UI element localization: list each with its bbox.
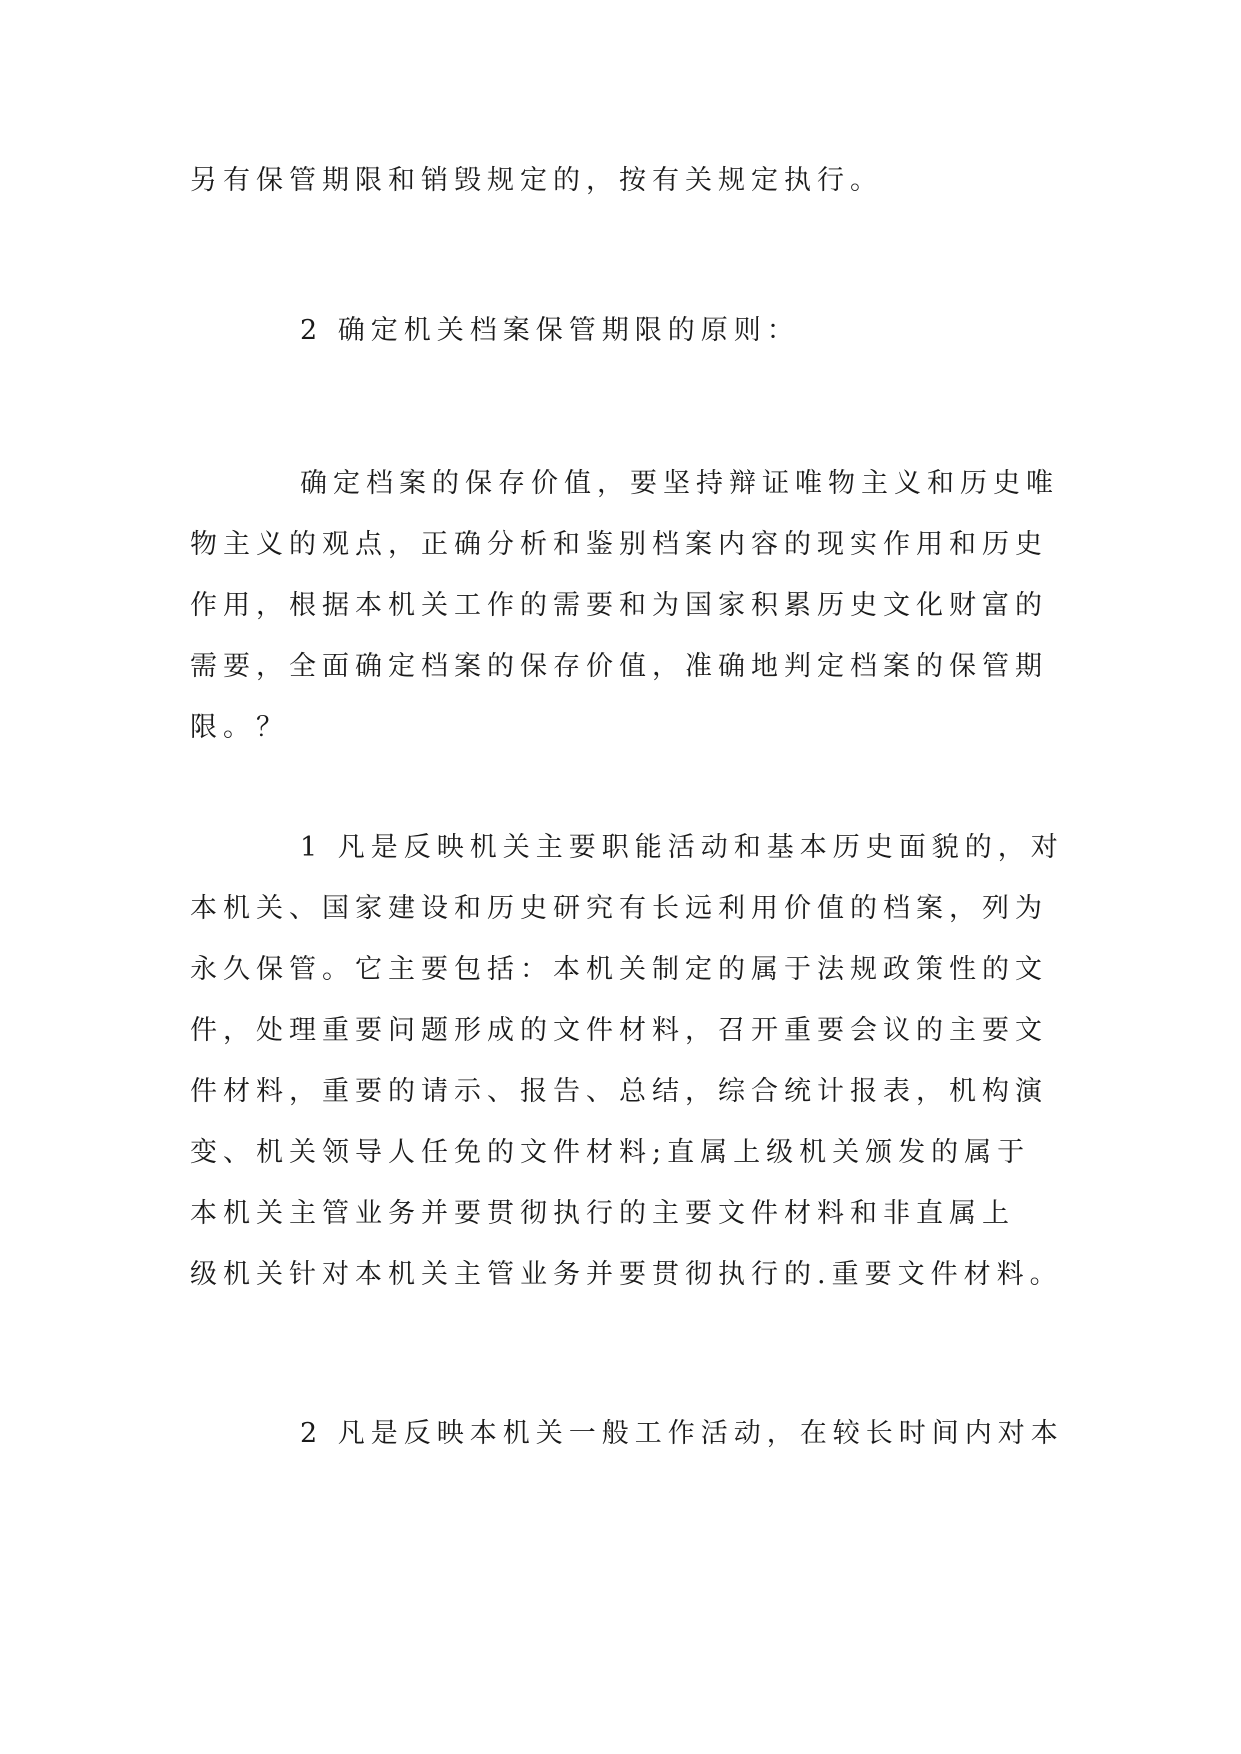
text-line: 本机关主管业务并要贯彻执行的主要文件材料和非直属上 (190, 1198, 1015, 1229)
text-line: 另有保管期限和销毁规定的，按有关规定执行。 (190, 165, 883, 196)
text-line: 永久保管。它主要包括：本机关制定的属于法规政策性的文 (190, 954, 1048, 985)
paragraph-value-determination (190, 453, 1059, 758)
text-line: 确定档案的保存价值，要坚持辩证唯物主义和历史唯 (300, 468, 1059, 499)
text-line: 限。？ (190, 712, 289, 743)
text-line: 级机关针对本机关主管业务并要贯彻执行的.重要文件材料。 (190, 1259, 1063, 1290)
text-line: 2 凡是反映本机关一般工作活动，在较长时间内对本 (300, 1418, 1064, 1449)
section-heading-retention-principles (300, 300, 1160, 361)
text-line: 件，处理重要问题形成的文件材料，召开重要会议的主要文 (190, 1015, 1048, 1046)
text-line: 作用，根据本机关工作的需要和为国家积累历史文化财富的 (190, 590, 1048, 621)
text-line: 变、机关领导人任免的文件材料;直属上级机关颁发的属于 (190, 1137, 1031, 1168)
paragraph-general-work-activities (190, 1403, 1064, 1464)
text-line: 件材料，重要的请示、报告、总结，综合统计报表，机构演 (190, 1076, 1048, 1107)
text-line: 物主义的观点，正确分析和鉴别档案内容的现实作用和历史 (190, 529, 1048, 560)
paragraph-permanent-retention (190, 817, 1064, 1305)
paragraph-retention-rule-end (190, 150, 1050, 211)
text-line: 本机关、国家建设和历史研究有长远利用价值的档案，列为 (190, 893, 1048, 924)
text-line: 1 凡是反映机关主要职能活动和基本历史面貌的，对 (300, 832, 1064, 863)
text-line: 2 确定机关档案保管期限的原则： (300, 315, 800, 346)
text-line: 需要，全面确定档案的保存价值，准确地判定档案的保管期 (190, 651, 1048, 682)
